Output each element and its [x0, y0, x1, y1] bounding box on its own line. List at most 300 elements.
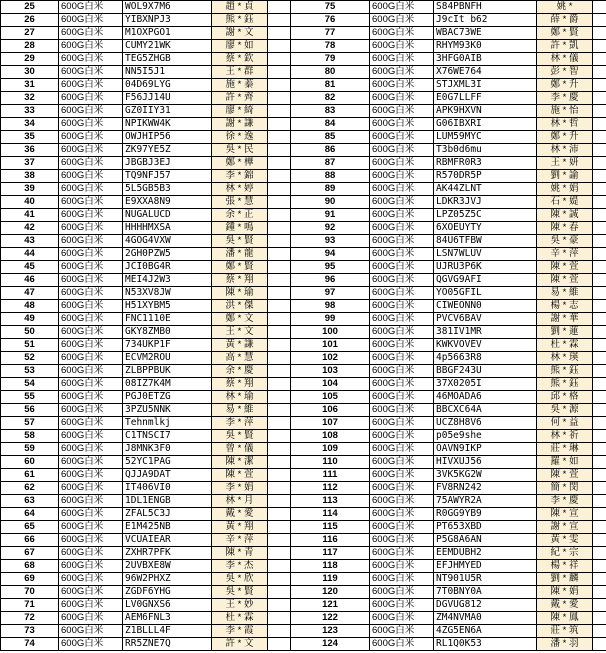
- right-code-cell: 7T0BNY0A: [434, 586, 537, 599]
- column-gap: [268, 625, 291, 638]
- table-row: [1, 625, 606, 638]
- left-product-cell: 600G白米: [59, 443, 123, 456]
- column-gap: [268, 391, 291, 404]
- right-edge-cell: [593, 456, 606, 469]
- table-row: [1, 144, 606, 157]
- right-code-cell: OAVN9IKP: [434, 443, 537, 456]
- right-edge-cell: [593, 430, 606, 443]
- left-number-cell: 48: [1, 300, 59, 313]
- left-code-cell: WOL9X7M6: [123, 1, 212, 14]
- left-number-cell: 42: [1, 222, 59, 235]
- left-code-cell: N53XV8JW: [123, 287, 212, 300]
- right-name-cell: 許 * 凱: [537, 40, 593, 53]
- left-number-cell: 28: [1, 40, 59, 53]
- right-product-cell: 600G白米: [370, 287, 434, 300]
- table-row: [1, 196, 606, 209]
- right-number-cell: 112: [291, 482, 370, 495]
- table-row: [1, 612, 606, 625]
- left-code-cell: GZ0IIY31: [123, 105, 212, 118]
- table-row: [1, 365, 606, 378]
- right-code-cell: RBMFR0R3: [434, 157, 537, 170]
- left-code-cell: NUGALUCD: [123, 209, 212, 222]
- right-product-cell: 600G白米: [370, 547, 434, 560]
- right-code-cell: 37X0205I: [434, 378, 537, 391]
- column-gap: [268, 209, 291, 222]
- left-code-cell: 52YC1PAG: [123, 456, 212, 469]
- right-number-cell: 86: [291, 144, 370, 157]
- left-product-cell: 600G白米: [59, 508, 123, 521]
- table-row: [1, 170, 606, 183]
- right-product-cell: 600G白米: [370, 352, 434, 365]
- right-name-cell: 鄭 * 賢: [537, 27, 593, 40]
- left-product-cell: 600G白米: [59, 27, 123, 40]
- right-name-cell: 辛 * 萍: [537, 248, 593, 261]
- table-row: [1, 534, 606, 547]
- right-edge-cell: [593, 339, 606, 352]
- table-row: [1, 391, 606, 404]
- table-row: [1, 1, 606, 14]
- left-number-cell: 37: [1, 157, 59, 170]
- right-name-cell: 杜 * 霖: [537, 339, 593, 352]
- left-name-cell: 戴 * 愛: [212, 508, 268, 521]
- column-gap: [268, 326, 291, 339]
- left-number-cell: 33: [1, 105, 59, 118]
- right-number-cell: 96: [291, 274, 370, 287]
- left-number-cell: 43: [1, 235, 59, 248]
- left-product-cell: 600G白米: [59, 352, 123, 365]
- right-code-cell: BBGF243U: [434, 365, 537, 378]
- right-edge-cell: [593, 196, 606, 209]
- right-product-cell: 600G白米: [370, 430, 434, 443]
- left-product-cell: 600G白米: [59, 365, 123, 378]
- left-name-cell: 鍾 * 鳴: [212, 222, 268, 235]
- column-gap: [268, 118, 291, 131]
- right-code-cell: 381IV1MR: [434, 326, 537, 339]
- left-name-cell: 李 * 萍: [212, 417, 268, 430]
- right-code-cell: S84PBNFH: [434, 1, 537, 14]
- right-edge-cell: [593, 599, 606, 612]
- left-number-cell: 35: [1, 131, 59, 144]
- left-name-cell: 吳 * 賢: [212, 586, 268, 599]
- right-number-cell: 80: [291, 66, 370, 79]
- right-product-cell: 600G白米: [370, 261, 434, 274]
- column-gap: [268, 53, 291, 66]
- left-number-cell: 27: [1, 27, 59, 40]
- right-code-cell: NT901U5R: [434, 573, 537, 586]
- table-row: [1, 443, 606, 456]
- table-row: [1, 599, 606, 612]
- right-number-cell: 105: [291, 391, 370, 404]
- right-product-cell: 600G白米: [370, 313, 434, 326]
- right-code-cell: PVCV6BAV: [434, 313, 537, 326]
- right-number-cell: 100: [291, 326, 370, 339]
- right-product-cell: 600G白米: [370, 625, 434, 638]
- right-code-cell: 46MOADA6: [434, 391, 537, 404]
- left-product-cell: 600G白米: [59, 92, 123, 105]
- table-row: [1, 40, 606, 53]
- left-name-cell: 杜 * 霖: [212, 612, 268, 625]
- right-code-cell: ZM4NVMA0: [434, 612, 537, 625]
- left-code-cell: ZGDF6YHG: [123, 586, 212, 599]
- right-product-cell: 600G白米: [370, 573, 434, 586]
- right-code-cell: 4p5663R8: [434, 352, 537, 365]
- left-name-cell: 吳 * 欣: [212, 573, 268, 586]
- right-number-cell: 89: [291, 183, 370, 196]
- table-row: [1, 326, 606, 339]
- right-number-cell: 108: [291, 430, 370, 443]
- right-name-cell: 陳 * 春: [537, 222, 593, 235]
- table-row: [1, 27, 606, 40]
- left-name-cell: 吳 * 賢: [212, 430, 268, 443]
- table-row: [1, 157, 606, 170]
- column-gap: [268, 482, 291, 495]
- right-number-cell: 109: [291, 443, 370, 456]
- right-product-cell: 600G白米: [370, 79, 434, 92]
- left-code-cell: 5L5GB5B3: [123, 183, 212, 196]
- left-number-cell: 40: [1, 196, 59, 209]
- left-number-cell: 58: [1, 430, 59, 443]
- right-number-cell: 90: [291, 196, 370, 209]
- right-edge-cell: [593, 365, 606, 378]
- left-code-cell: OWJHIP56: [123, 131, 212, 144]
- right-number-cell: 99: [291, 313, 370, 326]
- right-name-cell: 簡 * 閔: [537, 482, 593, 495]
- column-gap: [268, 495, 291, 508]
- right-number-cell: 117: [291, 547, 370, 560]
- column-gap: [268, 521, 291, 534]
- left-code-cell: 4GOG4VXW: [123, 235, 212, 248]
- right-product-cell: 600G白米: [370, 482, 434, 495]
- right-edge-cell: [593, 183, 606, 196]
- left-number-cell: 71: [1, 599, 59, 612]
- left-product-cell: 600G白米: [59, 287, 123, 300]
- left-product-cell: 600G白米: [59, 456, 123, 469]
- column-gap: [268, 417, 291, 430]
- left-number-cell: 65: [1, 521, 59, 534]
- left-name-cell: 蔡 * 欽: [212, 53, 268, 66]
- left-name-cell: 王 * 妙: [212, 599, 268, 612]
- column-gap: [268, 547, 291, 560]
- left-product-cell: 600G白米: [59, 391, 123, 404]
- right-product-cell: 600G白米: [370, 300, 434, 313]
- column-gap: [268, 248, 291, 261]
- left-product-cell: 600G白米: [59, 235, 123, 248]
- right-product-cell: 600G白米: [370, 1, 434, 14]
- left-name-cell: 李 * 杰: [212, 560, 268, 573]
- right-name-cell: 黃 * 雯: [537, 534, 593, 547]
- right-name-cell: 吳 * 源: [537, 404, 593, 417]
- right-number-cell: 79: [291, 53, 370, 66]
- right-code-cell: T3b0d6mu: [434, 144, 537, 157]
- right-edge-cell: [593, 586, 606, 599]
- column-gap: [268, 573, 291, 586]
- right-name-cell: 施 * 怡: [537, 105, 593, 118]
- left-code-cell: QJJA9DAT: [123, 469, 212, 482]
- right-edge-cell: [593, 547, 606, 560]
- left-product-cell: 600G白米: [59, 417, 123, 430]
- left-code-cell: LV0GNXS6: [123, 599, 212, 612]
- table-row: [1, 14, 606, 27]
- column-gap: [268, 287, 291, 300]
- table-row: [1, 352, 606, 365]
- left-name-cell: 易 * 維: [212, 404, 268, 417]
- left-product-cell: 600G白米: [59, 482, 123, 495]
- left-name-cell: 施 * 蓁: [212, 79, 268, 92]
- right-number-cell: 104: [291, 378, 370, 391]
- right-product-cell: 600G白米: [370, 469, 434, 482]
- left-number-cell: 67: [1, 547, 59, 560]
- left-product-cell: 600G白米: [59, 53, 123, 66]
- column-gap: [268, 404, 291, 417]
- right-product-cell: 600G白米: [370, 196, 434, 209]
- column-gap: [268, 66, 291, 79]
- left-product-cell: 600G白米: [59, 625, 123, 638]
- left-product-cell: 600G白米: [59, 547, 123, 560]
- right-code-cell: DGVUG812: [434, 599, 537, 612]
- left-number-cell: 60: [1, 456, 59, 469]
- left-product-cell: 600G白米: [59, 157, 123, 170]
- table-row: [1, 586, 606, 599]
- left-name-cell: 張 * 慧: [212, 196, 268, 209]
- left-code-cell: M1OXPGO1: [123, 27, 212, 40]
- right-product-cell: 600G白米: [370, 92, 434, 105]
- left-code-cell: YIBXNPJ3: [123, 14, 212, 27]
- left-number-cell: 51: [1, 339, 59, 352]
- right-edge-cell: [593, 27, 606, 40]
- column-gap: [268, 456, 291, 469]
- left-product-cell: 600G白米: [59, 105, 123, 118]
- column-gap: [268, 560, 291, 573]
- left-number-cell: 63: [1, 495, 59, 508]
- left-code-cell: ZLBPPBUK: [123, 365, 212, 378]
- right-number-cell: 102: [291, 352, 370, 365]
- left-product-cell: 600G白米: [59, 404, 123, 417]
- left-name-cell: 謝 * 謙: [212, 118, 268, 131]
- right-code-cell: EFJHMYED: [434, 560, 537, 573]
- right-product-cell: 600G白米: [370, 157, 434, 170]
- right-number-cell: 103: [291, 365, 370, 378]
- right-name-cell: 林 * 沛: [537, 144, 593, 157]
- right-number-cell: 101: [291, 339, 370, 352]
- left-name-cell: 李 * 娟: [212, 482, 268, 495]
- table-row: [1, 482, 606, 495]
- right-code-cell: HIVXUJ56: [434, 456, 537, 469]
- left-name-cell: 黃 * 謙: [212, 339, 268, 352]
- left-name-cell: 高 * 慧: [212, 352, 268, 365]
- left-number-cell: 69: [1, 573, 59, 586]
- right-code-cell: APK9HXVN: [434, 105, 537, 118]
- right-edge-cell: [593, 105, 606, 118]
- right-edge-cell: [593, 170, 606, 183]
- right-name-cell: 李 * 慶: [537, 495, 593, 508]
- right-edge-cell: [593, 235, 606, 248]
- right-product-cell: 600G白米: [370, 417, 434, 430]
- right-product-cell: 600G白米: [370, 521, 434, 534]
- column-gap: [268, 300, 291, 313]
- left-number-cell: 49: [1, 313, 59, 326]
- right-edge-cell: [593, 521, 606, 534]
- table-row: [1, 300, 606, 313]
- left-number-cell: 52: [1, 352, 59, 365]
- right-code-cell: 84U6TFBW: [434, 235, 537, 248]
- right-code-cell: LDKR3JVJ: [434, 196, 537, 209]
- left-product-cell: 600G白米: [59, 313, 123, 326]
- left-product-cell: 600G白米: [59, 560, 123, 573]
- right-code-cell: CIWEONN0: [434, 300, 537, 313]
- left-number-cell: 56: [1, 404, 59, 417]
- left-name-cell: 陳 * 萱: [212, 469, 268, 482]
- right-name-cell: 紀 * 宗: [537, 547, 593, 560]
- left-name-cell: 林 * 月: [212, 495, 268, 508]
- left-code-cell: E1M425NB: [123, 521, 212, 534]
- right-number-cell: 82: [291, 92, 370, 105]
- right-edge-cell: [593, 326, 606, 339]
- left-product-cell: 600G白米: [59, 430, 123, 443]
- left-name-cell: 鄭 * 賢: [212, 261, 268, 274]
- right-product-cell: 600G白米: [370, 183, 434, 196]
- right-name-cell: 易 * 維: [537, 287, 593, 300]
- left-number-cell: 50: [1, 326, 59, 339]
- left-number-cell: 68: [1, 560, 59, 573]
- right-edge-cell: [593, 443, 606, 456]
- column-gap: [268, 469, 291, 482]
- right-name-cell: 劉 * 諭: [537, 170, 593, 183]
- column-gap: [268, 170, 291, 183]
- left-code-cell: Tehnmlkj: [123, 417, 212, 430]
- left-product-cell: 600G白米: [59, 378, 123, 391]
- right-product-cell: 600G白米: [370, 66, 434, 79]
- table-row: [1, 313, 606, 326]
- left-code-cell: IT406VI0: [123, 482, 212, 495]
- right-name-cell: 鄭 * 升: [537, 79, 593, 92]
- column-gap: [268, 157, 291, 170]
- left-number-cell: 74: [1, 638, 59, 651]
- left-number-cell: 38: [1, 170, 59, 183]
- left-number-cell: 62: [1, 482, 59, 495]
- left-name-cell: 吳 * 賢: [212, 235, 268, 248]
- right-code-cell: p05e9she: [434, 430, 537, 443]
- right-name-cell: 陳 * 萱: [537, 469, 593, 482]
- right-edge-cell: [593, 508, 606, 521]
- left-code-cell: JBGBJ3EJ: [123, 157, 212, 170]
- left-code-cell: H51XYBM5: [123, 300, 212, 313]
- left-name-cell: 辛 * 萍: [212, 534, 268, 547]
- table-row: [1, 456, 606, 469]
- right-name-cell: 林 * 祈: [537, 430, 593, 443]
- table-row: [1, 209, 606, 222]
- left-number-cell: 46: [1, 274, 59, 287]
- left-code-cell: NN5I5J1: [123, 66, 212, 79]
- right-code-cell: RL1Q0K53: [434, 638, 537, 651]
- right-code-cell: P5G8A6AN: [434, 534, 537, 547]
- left-product-cell: 600G白米: [59, 40, 123, 53]
- right-product-cell: 600G白米: [370, 391, 434, 404]
- table-row: [1, 495, 606, 508]
- right-number-cell: 84: [291, 118, 370, 131]
- right-name-cell: 莊 * 琳: [537, 443, 593, 456]
- left-number-cell: 45: [1, 261, 59, 274]
- column-gap: [268, 586, 291, 599]
- left-code-cell: J8MNK3F0: [123, 443, 212, 456]
- left-code-cell: ECVM2ROU: [123, 352, 212, 365]
- right-edge-cell: [593, 417, 606, 430]
- order-table-body: [1, 1, 606, 651]
- column-gap: [268, 222, 291, 235]
- column-gap: [268, 131, 291, 144]
- left-product-cell: 600G白米: [59, 170, 123, 183]
- left-name-cell: 廖 * 如: [212, 40, 268, 53]
- left-product-cell: 600G白米: [59, 248, 123, 261]
- right-name-cell: 羅 * 如: [537, 456, 593, 469]
- left-product-cell: 600G白米: [59, 599, 123, 612]
- right-name-cell: 薛 * 爵: [537, 14, 593, 27]
- table-row: [1, 378, 606, 391]
- right-name-cell: 李 * 慶: [537, 92, 593, 105]
- left-product-cell: 600G白米: [59, 118, 123, 131]
- right-edge-cell: [593, 1, 606, 14]
- right-product-cell: 600G白米: [370, 131, 434, 144]
- left-number-cell: 53: [1, 365, 59, 378]
- right-code-cell: 75AWYR2A: [434, 495, 537, 508]
- column-gap: [268, 638, 291, 651]
- right-edge-cell: [593, 625, 606, 638]
- column-gap: [268, 144, 291, 157]
- column-gap: [268, 534, 291, 547]
- right-edge-cell: [593, 469, 606, 482]
- right-code-cell: PT653XBD: [434, 521, 537, 534]
- column-gap: [268, 365, 291, 378]
- right-number-cell: 81: [291, 79, 370, 92]
- right-edge-cell: [593, 66, 606, 79]
- column-gap: [268, 352, 291, 365]
- right-edge-cell: [593, 352, 606, 365]
- left-product-cell: 600G白米: [59, 66, 123, 79]
- table-row: [1, 261, 606, 274]
- right-edge-cell: [593, 560, 606, 573]
- right-product-cell: 600G白米: [370, 144, 434, 157]
- left-code-cell: NPIKWW4K: [123, 118, 212, 131]
- right-edge-cell: [593, 534, 606, 547]
- left-name-cell: 曾 * 儀: [212, 443, 268, 456]
- left-number-cell: 32: [1, 92, 59, 105]
- column-gap: [268, 1, 291, 14]
- right-name-cell: 劉 * 蓮: [537, 326, 593, 339]
- right-code-cell: E0G7LLFF: [434, 92, 537, 105]
- left-name-cell: 李 * 霞: [212, 625, 268, 638]
- left-number-cell: 55: [1, 391, 59, 404]
- right-number-cell: 115: [291, 521, 370, 534]
- left-code-cell: FNC1110E: [123, 313, 212, 326]
- table-row: [1, 560, 606, 573]
- right-code-cell: QGVG9AFI: [434, 274, 537, 287]
- table-row: [1, 547, 606, 560]
- table-row: [1, 53, 606, 66]
- right-name-cell: 戴 * 愛: [537, 599, 593, 612]
- left-number-cell: 59: [1, 443, 59, 456]
- left-name-cell: 李 * 錦: [212, 170, 268, 183]
- left-name-cell: 陳 * 潔: [212, 456, 268, 469]
- left-name-cell: 潘 * 龍: [212, 248, 268, 261]
- left-product-cell: 600G白米: [59, 534, 123, 547]
- right-number-cell: 83: [291, 105, 370, 118]
- right-product-cell: 600G白米: [370, 534, 434, 547]
- right-product-cell: 600G白米: [370, 456, 434, 469]
- right-code-cell: LUM59MYC: [434, 131, 537, 144]
- left-name-cell: 徐 * 逸: [212, 131, 268, 144]
- column-gap: [268, 183, 291, 196]
- left-name-cell: 黃 * 翔: [212, 521, 268, 534]
- left-number-cell: 47: [1, 287, 59, 300]
